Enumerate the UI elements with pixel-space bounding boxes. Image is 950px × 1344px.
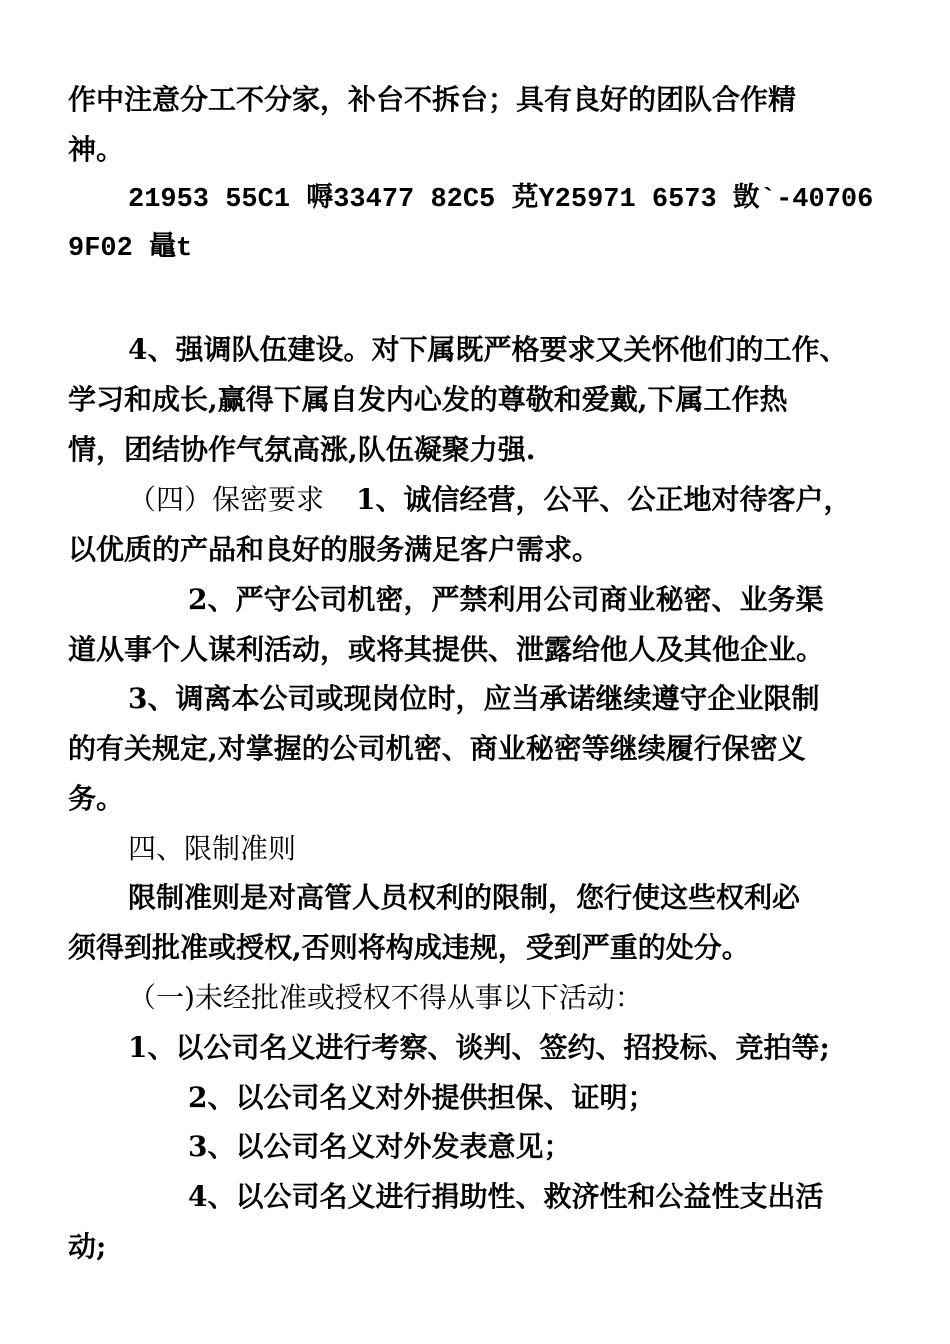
list-item: 4、以公司名义进行捐助性、救济性和公益性支出活: [188, 1180, 824, 1213]
paragraph-line: 作中注意分工不分家，补台不拆台；具有良好的团队合作精: [68, 83, 797, 116]
garbled-code-line: 9F02 鼂t: [68, 234, 193, 264]
paragraph-line: 须得到批准或授权,否则将构成违规，受到严重的处分。: [68, 931, 750, 964]
paragraph-line: 情，团结协作气氛高涨,队伍凝聚力强.: [68, 433, 536, 466]
paragraph-line: 道从事个人谋利活动，或将其提供、泄露给他人及其他企业。: [68, 633, 825, 666]
paragraph-line: 2、严守公司机密，严禁利用公司商业秘密、业务渠: [188, 583, 824, 616]
subsection-heading: （一)未经批准或授权不得从事以下活动：: [128, 981, 643, 1014]
paragraph-line: 4、强调队伍建设。对下属既严格要求又关怀他们的工作、: [128, 333, 848, 366]
list-item: 2、以公司名义对外提供担保、证明；: [188, 1081, 656, 1114]
paragraph-line: 的有关规定,对掌握的公司机密、商业秘密等继续履行保密义: [68, 732, 806, 765]
list-item: 3、以公司名义对外发表意见；: [188, 1130, 572, 1163]
section-heading: 四、限制准则: [128, 832, 297, 865]
paragraph-line: 3、调离本公司或现岗位时，应当承诺继续遵守企业限制: [128, 682, 820, 715]
list-item: 1、以公司名义进行考察、谈判、签约、招投标、竞拍等;: [128, 1031, 830, 1064]
list-item: 动;: [68, 1230, 107, 1263]
section-heading: （四）保密要求: [128, 483, 325, 516]
paragraph-line: 以优质的产品和良好的服务满足客户需求。: [68, 533, 601, 566]
paragraph-line: 务。: [68, 782, 125, 815]
paragraph-line: 学习和成长,赢得下属自发内心发的尊敬和爱戴,下属工作热: [68, 383, 788, 416]
paragraph-line: 1、诚信经营，公平、公正地对待客户，: [356, 483, 852, 516]
paragraph-line: 神。: [68, 133, 125, 166]
paragraph-line: 限制准则是对高管人员权利的限制，您行使这些权利必: [128, 881, 801, 914]
garbled-code-line: 21953 55C1 嗕33477 82C5 莌Y25971 6573 敳`-40706: [128, 185, 874, 215]
